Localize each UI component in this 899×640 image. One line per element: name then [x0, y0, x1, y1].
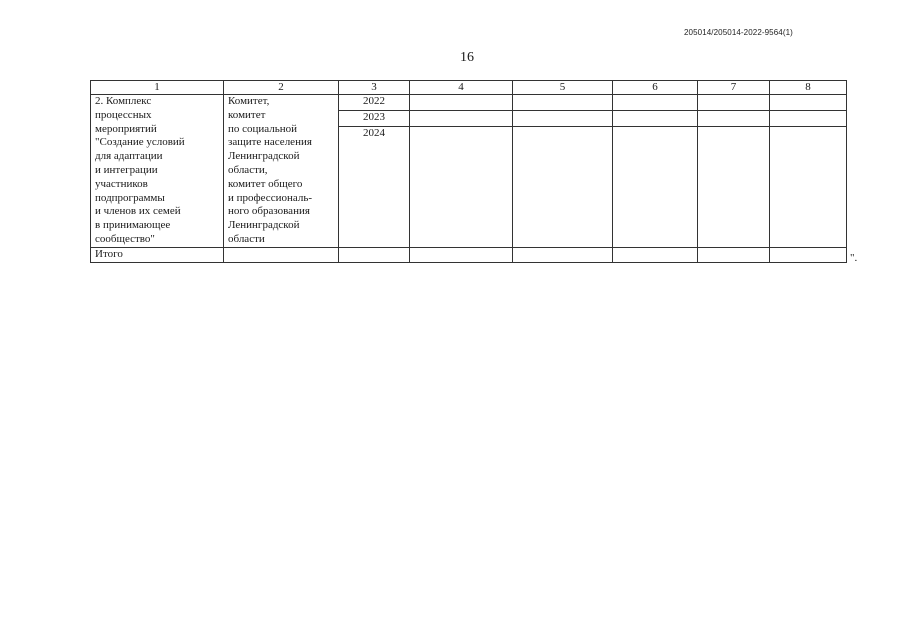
executor-line: Комитет, [228, 95, 270, 107]
column-number-8: 8 [770, 81, 847, 95]
year-cell: 2024 [339, 127, 410, 248]
column-number-6: 6 [613, 81, 698, 95]
table-cell [770, 127, 847, 248]
table-cell [410, 127, 513, 248]
table-cell [410, 95, 513, 111]
activity-line: в принимающее [95, 219, 171, 232]
executor-line: области [228, 232, 265, 245]
column-number-5: 5 [513, 81, 613, 95]
table-row-total [91, 247, 847, 262]
activity-name-cell [91, 95, 224, 248]
table-cell [410, 111, 513, 127]
executor-cell [224, 95, 339, 248]
executor-line: Ленинградской [228, 150, 300, 163]
activity-line: сообщество" [95, 232, 155, 245]
table-cell [410, 247, 513, 262]
page-number: 16 [460, 50, 474, 65]
table-cell [770, 247, 847, 262]
executor-line: комитет [228, 108, 266, 121]
table-cell [339, 247, 410, 262]
executor-line: ного образования [228, 205, 310, 218]
executor-line: области, [228, 163, 268, 176]
table-cell [513, 247, 613, 262]
closing-quote-mark: ". [850, 252, 858, 264]
table-cell [613, 95, 698, 111]
total-label: Итого [91, 247, 224, 262]
activity-line: подпрограммы [95, 191, 165, 204]
table-row-2022 [91, 95, 847, 111]
column-number-4: 4 [410, 81, 513, 95]
column-number-3: 3 [339, 81, 410, 95]
activity-line: процессных [95, 108, 152, 121]
table-cell [513, 111, 613, 127]
executor-line: Ленинградской [228, 219, 300, 232]
activity-line: для адаптации [95, 150, 163, 163]
program-table [90, 80, 847, 263]
table-cell [698, 95, 770, 111]
table-cell [698, 247, 770, 262]
activity-line: и интеграции [95, 163, 158, 176]
table-cell [224, 247, 339, 262]
activity-line: и членов их семей [95, 205, 181, 218]
table-cell [698, 127, 770, 248]
year-cell: 2023 [339, 111, 410, 127]
column-number-row [91, 81, 847, 95]
executor-line: по социальной [228, 122, 298, 135]
table-cell [770, 95, 847, 111]
table-cell [613, 127, 698, 248]
activity-line: 2. Комплекс [95, 95, 152, 107]
executor-line: комитет общего [228, 177, 303, 190]
document-id: 205014/205014-2022-9564(1) [684, 28, 793, 37]
year-cell: 2022 [339, 95, 410, 111]
table-cell [613, 247, 698, 262]
table-cell [513, 127, 613, 248]
column-number-1: 1 [91, 81, 224, 95]
column-number-2: 2 [224, 81, 339, 95]
activity-line: мероприятий [95, 122, 157, 135]
executor-line: защите населения [228, 136, 312, 149]
activity-line: участников [95, 177, 148, 190]
table-cell [513, 95, 613, 111]
executor-line: и профессиональ- [228, 191, 312, 204]
column-number-7: 7 [698, 81, 770, 95]
table-cell [613, 111, 698, 127]
table-cell [770, 111, 847, 127]
table-cell [698, 111, 770, 127]
activity-line: "Создание условий [95, 136, 185, 149]
